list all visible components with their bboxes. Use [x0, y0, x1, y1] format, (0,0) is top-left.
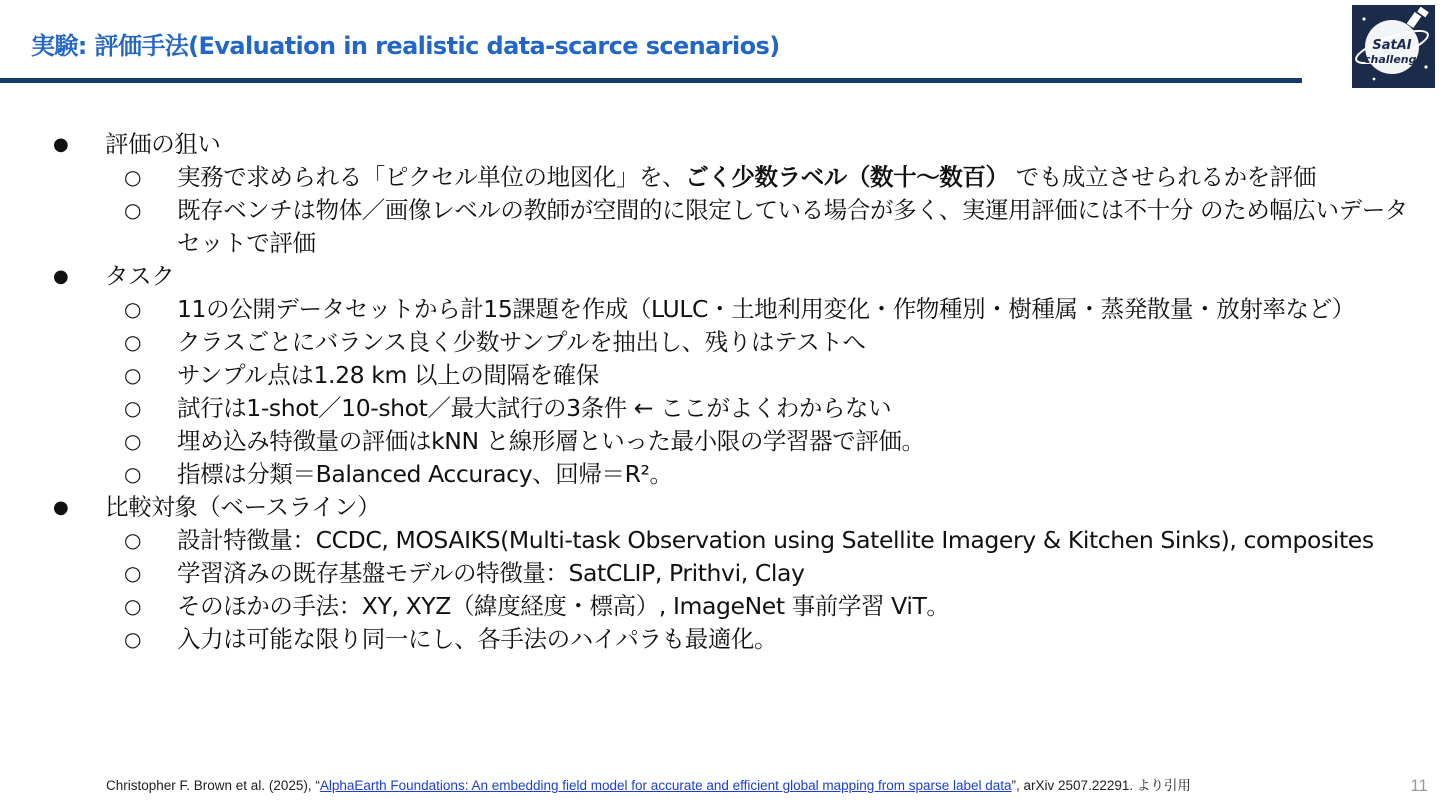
title-divider: [0, 78, 1302, 83]
slide-title: 実験: 評価手法(Evaluation in realistic data-scarce scenarios): [31, 32, 780, 60]
citation: [106, 774, 1191, 794]
sub-bullet: [0, 293, 1440, 326]
citation-prefix: Christopher F. Brown et al. (2025), “: [106, 778, 320, 793]
sub-bullet: [0, 590, 1440, 623]
bullet-text: タスク: [105, 262, 175, 290]
sub-bullet-text: 学習済みの既存基盤モデルの特徴量：SatCLIP, Prithvi, Clay: [177, 559, 805, 587]
sub-bullet-circle: ○: [124, 528, 142, 552]
sub-bullet-text: サンプル点は1.28 km 以上の間隔を確保: [177, 361, 599, 389]
logo-text-bottom: challenge: [1364, 53, 1424, 66]
satellite-icon: [1352, 5, 1435, 88]
sub-bullet: [0, 458, 1440, 491]
sub-bullet-circle: ○: [124, 363, 142, 387]
sub-bullet: [0, 359, 1440, 392]
sub-bullet: [0, 557, 1440, 590]
sub-bullet-circle: ○: [124, 462, 142, 486]
sub-bullet: [0, 623, 1440, 656]
sub-bullet-circle: ○: [124, 627, 142, 651]
bullet-baselines: [0, 491, 1440, 524]
sub-bullet-text: 11の公開データセットから計15課題を作成（LULC・土地利用変化・作物種別・樹種属・蒸発散量・放射率など）: [177, 295, 1355, 323]
satai-challenge-logo: [1352, 5, 1435, 88]
bullet-goal: [0, 128, 1440, 161]
sub-bullet-text: 実務で求められる「ピクセル単位の地図化」を、ごく少数ラベル（数十〜数百） でも成立させられるかを評価: [177, 163, 1316, 191]
bullet-dot: ●: [53, 134, 69, 155]
citation-suffix: ”, arXiv 2507.22291. より引用: [1011, 778, 1191, 793]
sub-bullet-circle: ○: [124, 594, 142, 618]
sub-bullet-text: クラスごとにバランス良く少数サンプルを抽出し、残りはテストへ: [177, 328, 866, 356]
bullet-text: 比較対象（ベースライン）: [105, 493, 381, 521]
sub-bullet-circle: ○: [124, 297, 142, 321]
sub-bullet: [0, 392, 1440, 425]
sub-bullet-text: そのほかの手法：XY, XYZ（緯度経度・標高）, ImageNet 事前学習 ViT。: [177, 592, 950, 620]
bullet-text: 評価の狙い: [105, 130, 221, 158]
logo-text-top: SatAI: [1372, 38, 1412, 53]
sub-bullet-circle: ○: [124, 396, 142, 420]
sub-bullet-circle: ○: [124, 198, 142, 222]
sub-bullet-circle: ○: [124, 429, 142, 453]
sub-bullet: [0, 326, 1440, 359]
slide-body: [0, 128, 1440, 656]
bullet-task: [0, 260, 1440, 293]
sub-bullet-text: 設計特徴量：CCDC, MOSAIKS(Multi-task Observation using Satellite Imagery & Kitchen Sinks), composites: [177, 526, 1374, 554]
sub-bullet-circle: ○: [124, 561, 142, 585]
sub-bullet-circle: ○: [124, 165, 142, 189]
sub-bullet-text: 指標は分類＝Balanced Accuracy、回帰＝R²。: [177, 460, 673, 488]
bullet-dot: ●: [53, 497, 69, 518]
sub-bullet: [0, 161, 1440, 194]
page-number: 11: [1410, 776, 1428, 795]
sub-bullet-text: 試行は1-shot／10-shot／最大試行の3条件 ← ここがよくわからない: [177, 394, 892, 422]
sub-bullet-text: 埋め込み特徴量の評価はkNN と線形層といった最小限の学習器で評価。: [177, 427, 925, 455]
bullet-dot: ●: [53, 266, 69, 287]
paper-link[interactable]: AlphaEarth Foundations: An embedding field model for accurate and efficient global mapping from sparse label data: [319, 778, 1012, 793]
sub-bullet-circle: ○: [124, 330, 142, 354]
sub-bullet: [0, 524, 1440, 557]
sub-bullet: [0, 194, 1440, 260]
sub-bullet: [0, 425, 1440, 458]
sub-bullet-text: 入力は可能な限り同一にし、各手法のハイパラも最適化。: [177, 625, 778, 653]
sub-bullet-text: 既存ベンチは物体／画像レベルの教師が空間的に限定している場合が多く、実運用評価には不十分 のため幅広いデータセットで評価: [177, 196, 1408, 257]
